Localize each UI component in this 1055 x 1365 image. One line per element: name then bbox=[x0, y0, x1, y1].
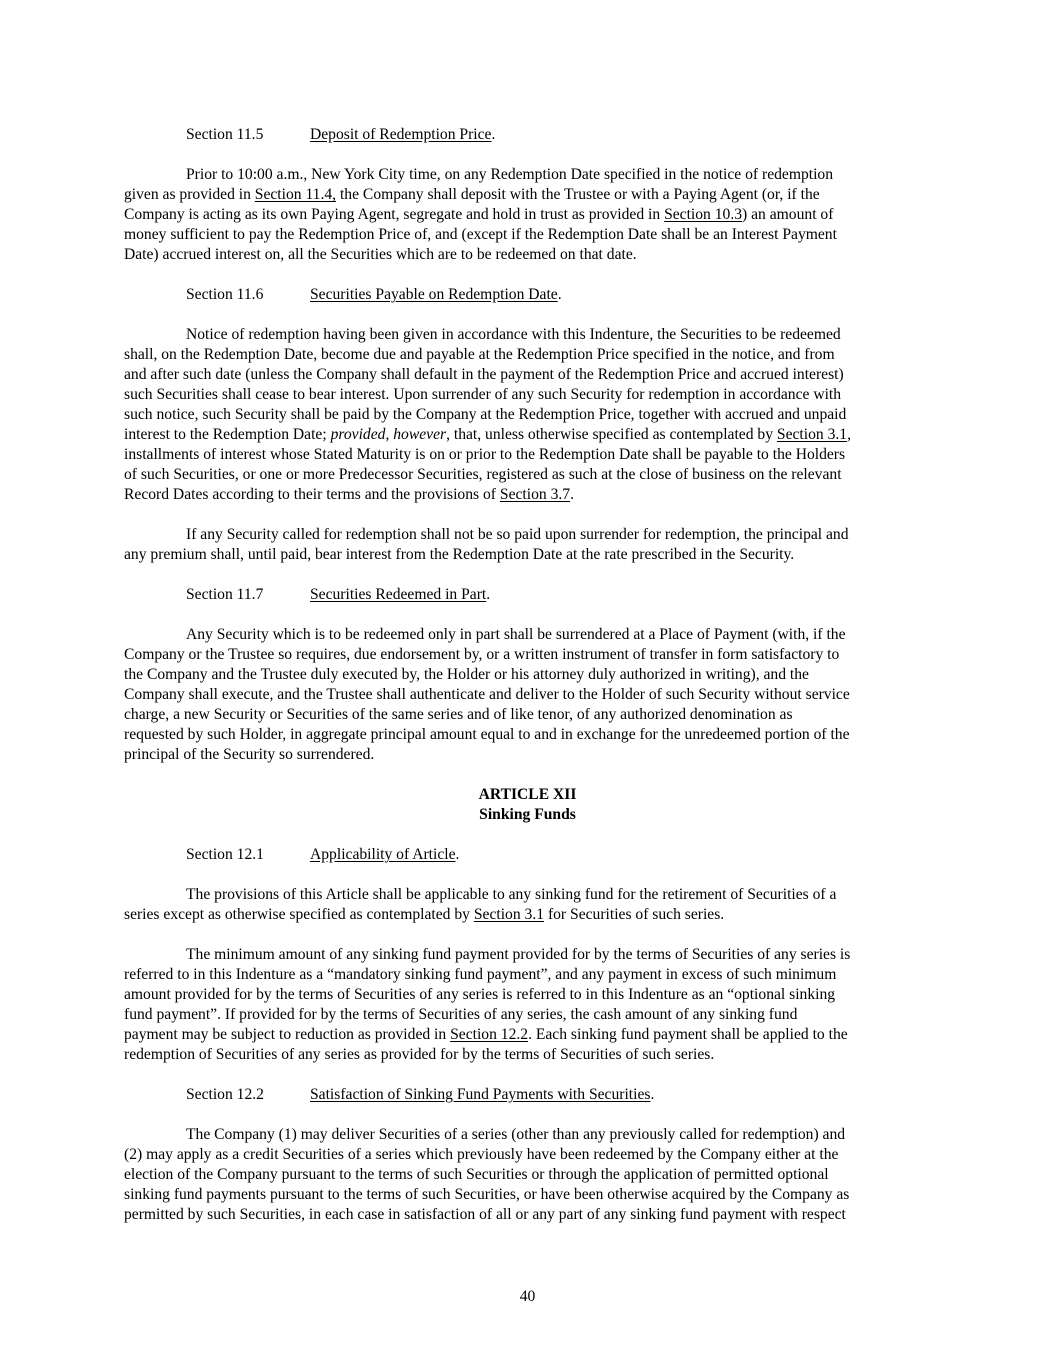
section-number: Section 11.6 bbox=[186, 286, 264, 303]
section-title: Applicability of Article bbox=[310, 846, 456, 863]
paragraph-minimum-amount: The minimum amount of any sinking fund payment provided for by the terms of Securities of any series is referred to in this Indenture as a “mandatory sinking fund payment”, and any payment in excess of such minimum amount provided for by the terms of Securities of any series is referred to in this Indenture as an “optional sinking fund payment”. If provided for by the terms of Securities of any series, the cash amount of any sinking fund payment may be subject to reduction as provided in Section 12.2. Each sinking fund payment shall be applied to the redemption of Securities of any series as provided for by the terms of Securities of such series. bbox=[124, 946, 851, 1063]
section-11-6-heading: Section 11.6 Securities Payable on Redemption Date. bbox=[186, 286, 562, 303]
page-number: 40 bbox=[519, 1288, 536, 1305]
section-title: Deposit of Redemption Price bbox=[310, 126, 492, 143]
paragraph-redeemed-in-part: Any Security which is to be redeemed only in part shall be surrendered at a Place of Payment (with, if the Company or the Trustee so requires, due endorsement by, or a written instrument of transfer in form satisfactory to the Company and the Trustee duly executed by, the Holder or his attorney duly authorized in writing), and the Company shall execute, and the Trustee shall authenticate and deliver to the Holder of such Security without service charge, a new Security or Securities of the same series and of like tenor, of any authorized denomination as requested by such Holder, in aggregate principal amount equal to and in exchange for the unredeemed portion of the principal of the Security so surrendered. bbox=[124, 626, 850, 763]
paragraph-unpaid: If any Security called for redemption shall not be so paid upon surrender for redemption, the principal and any premium shall, until paid, bear interest from the Redemption Date at the rate prescribed in the Security. bbox=[124, 526, 849, 563]
section-number: Section 11.7 bbox=[186, 586, 264, 603]
section-title: Securities Payable on Redemption Date bbox=[310, 286, 558, 303]
cross-reference: Section 11.4, bbox=[254, 186, 337, 203]
section-12-1-heading: Section 12.1 Applicability of Article. bbox=[186, 846, 460, 863]
cross-reference: Section 3.1 bbox=[473, 906, 545, 923]
paragraph-deposit: Prior to 10:00 a.m., New York City time, on any Redemption Date specified in the notice of redemption given as provided in Section 11.4, the Company shall deposit with the Trustee or with a Paying Agent (or, if the Company is acting as its own Paying Agent, segregate and hold in trust as provided in Section 10.3) an amount of money sufficient to pay the Redemption Price of, and (except if the Redemption Date shall be an Interest Payment Date) accrued interest on, all the Securities which are to be redeemed on that date. bbox=[124, 166, 837, 263]
section-title: Satisfaction of Sinking Fund Payments with Securities bbox=[310, 1086, 651, 1103]
paragraph-payable: Notice of redemption having been given in accordance with this Indenture, the Securities to be redeemed shall, on the Redemption Date, become due and payable at the Redemption Price specified in the notice, and from and after such date (unless the Company shall default in the payment of the Redemption Price and accrued interest) such Securities shall cease to bear interest. Upon surrender of any such Security for redemption in accordance with such notice, such Security shall be paid by the Company at the Redemption Price, together with accrued and unpaid interest to the Redemption Date; provided, however, that, unless otherwise specified as contemplated by Section 3.1, installments of interest whose Stated Maturity is on or prior to the Redemption Date shall be payable to the Holders of such Securities, or one or more Predecessor Securities, registered as such at the close of business on the relevant Record Dates according to their terms and the provisions of Section 3.7. bbox=[124, 326, 851, 503]
section-title: Securities Redeemed in Part bbox=[310, 586, 487, 603]
section-number: Section 12.1 bbox=[186, 846, 264, 863]
cross-reference: Section 12.2 bbox=[450, 1026, 529, 1043]
section-12-2-heading: Section 12.2 Satisfaction of Sinking Fund Payments with Securities. bbox=[186, 1086, 655, 1103]
section-11-5-heading: Section 11.5 Deposit of Redemption Price. bbox=[186, 126, 496, 143]
cross-reference: Section 3.7 bbox=[499, 486, 571, 503]
cross-reference: Section 10.3 bbox=[664, 206, 743, 223]
article-title: Sinking Funds bbox=[479, 806, 576, 823]
article-label: ARTICLE XII bbox=[478, 786, 577, 803]
cross-reference: Section 3.1 bbox=[776, 426, 848, 443]
paragraph-applicability: The provisions of this Article shall be applicable to any sinking fund for the retirement of Securities of a series except as otherwise specified as contemplated by Section 3.1 for Securities of such series. bbox=[124, 886, 837, 923]
paragraph-satisfaction: The Company (1) may deliver Securities of a series (other than any previously called for redemption) and (2) may apply as a credit Securities of a series which previously have been redeemed by the Company either at the election of the Company pursuant to the terms of such Securities or through the application of permitted optional sinking fund payments pursuant to the terms of such Securities, or have been otherwise acquired by the Company as permitted by such Securities, in each case in satisfaction of all or any part of any sinking fund payment with respect bbox=[124, 1126, 850, 1223]
section-number: Section 11.5 bbox=[186, 126, 264, 143]
section-11-7-heading: Section 11.7 Securities Redeemed in Part. bbox=[186, 586, 491, 603]
section-number: Section 12.2 bbox=[186, 1086, 264, 1103]
